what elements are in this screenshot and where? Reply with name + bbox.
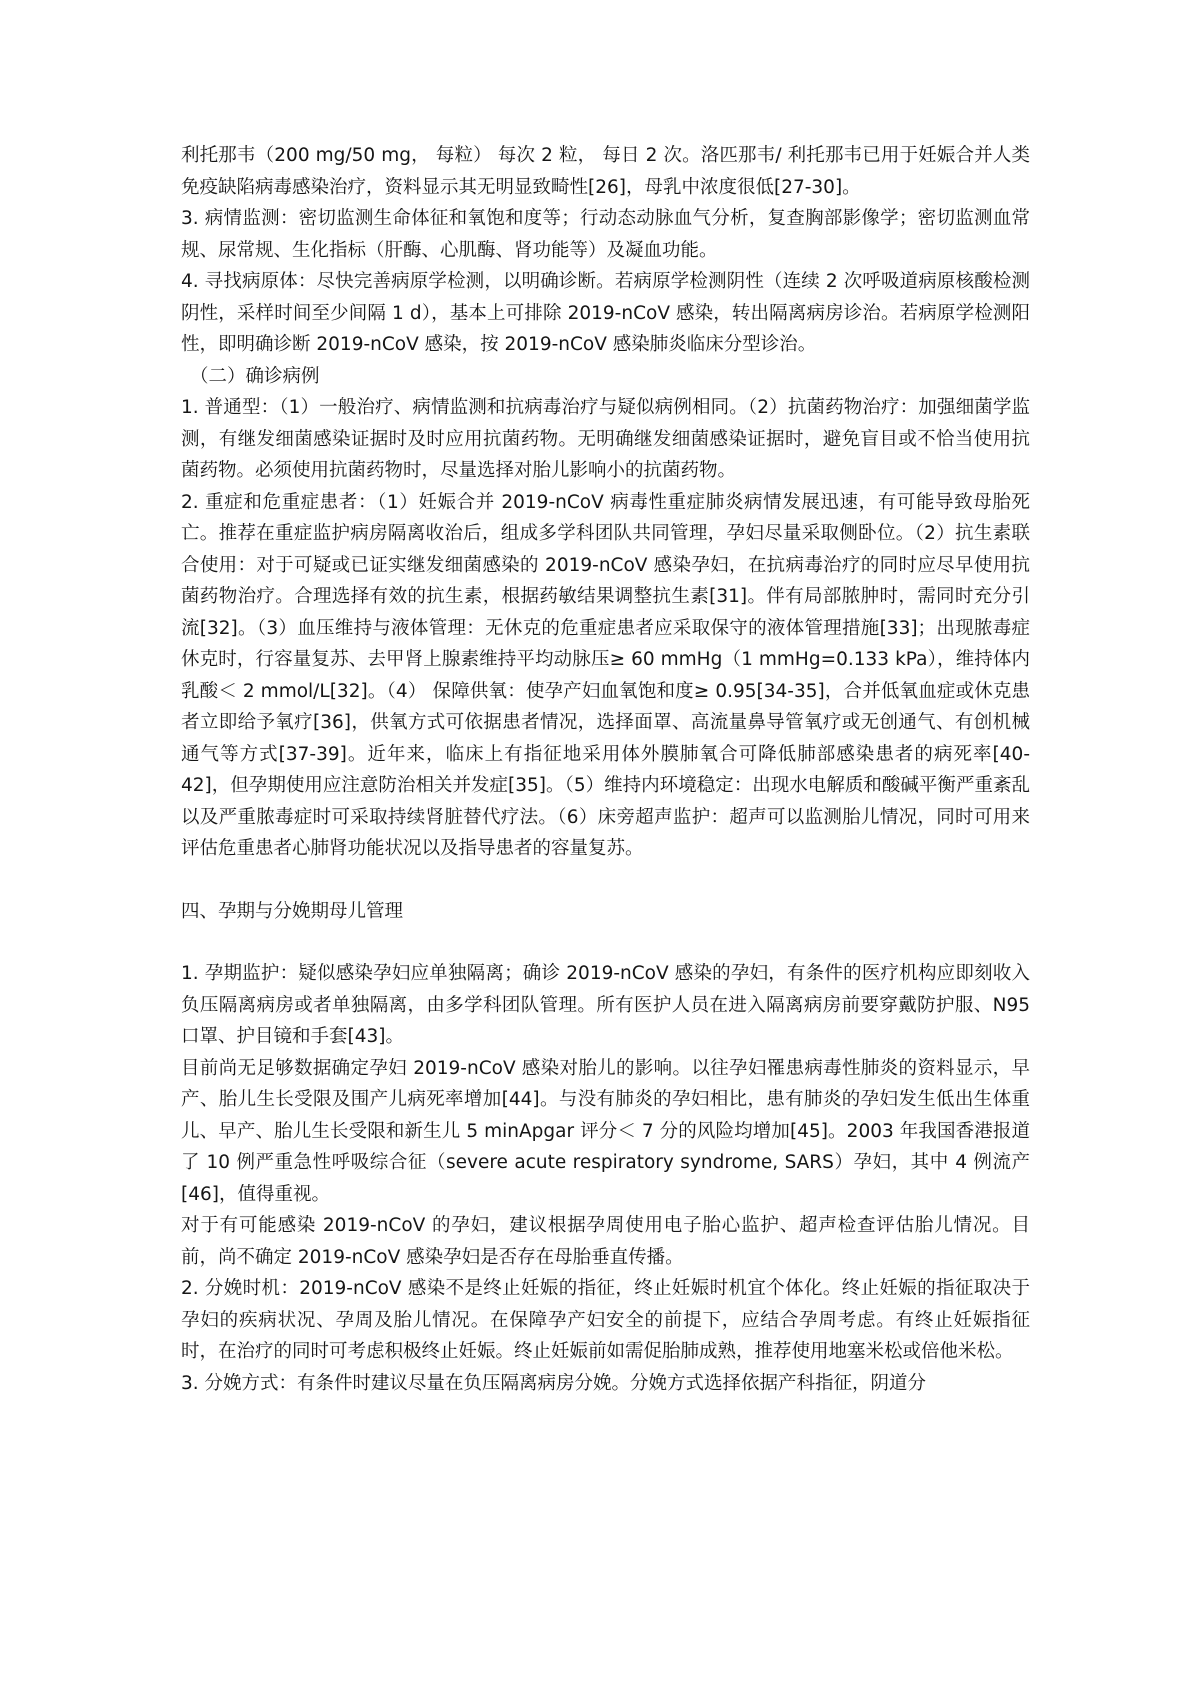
paragraph-delivery-timing: 2. 分娩时机：2019-nCoV 感染不是终止妊娠的指征，终止妊娠时机宜个体化。终止妊娠的指征取决于孕妇的疾病状况、孕周及胎儿情况。在保障孕产妇安全的前提下，应结合孕周考虑。有终止妊娠指征时，在治疗的同时可考虑积极终止妊娠。终止妊娠前如需促胎肺成熟，推荐使用地塞米松或倍他米松。 (181, 1278, 1030, 1362)
paragraph-delivery-mode: 3. 分娩方式：有条件时建议尽量在负压隔离病房分娩。分娩方式选择依据产科指征，阴道分 (181, 1372, 927, 1394)
section-title: 四、孕期与分娩期母儿管理 (181, 900, 404, 922)
subheading-confirmed-cases: （二）确诊病例 (190, 365, 320, 387)
paragraph-fetal-impact: 目前尚无足够数据确定孕妇 2019-nCoV 感染对胎儿的影响。以往孕妇罹患病毒性肺炎的资料显示，早产、胎儿生长受限及围产儿病死率增加[44]。与没有肺炎的孕妇相比，患有肺炎的孕妇发生低出生体重儿、早产、胎儿生长受限和新生儿 5 minApgar 评分＜ 7 分的风险均增加[45]。2003 年我国香港报道了 10 例严重急性呼吸综合征（severe acute respiratory syndrome, SARS）孕妇，其中 4 例流产[46]，值得重视。 (181, 1057, 1030, 1205)
paragraph-severe-cases: 2. 重症和危重症患者：（1）妊娠合并 2019-nCoV 病毒性重症肺炎病情发展迅速，有可能导致母胎死亡。推荐在重症监护病房隔离收治后，组成多学科团队共同管理，孕妇尽量采取侧卧位。（2）抗生素联合使用：对于可疑或已证实继发细菌感染的 2019-nCoV 感染孕妇，在抗病毒治疗的同时应尽早使用抗菌药物治疗。合理选择有效的抗生素，根据药敏结果调整抗生素[31]。伴有局部脓肿时，需同时充分引流[32]。（3）血压维持与液体管理：无休克的危重症患者应采取保守的液体管理措施[33]；出现脓毒症休克时，行容量复苏、去甲肾上腺素维持平均动脉压≥ 60 mmHg（1 mmHg=0.133 kPa），维持体内乳酸＜ 2 mmol/L[32]。（4） 保障供氧：使孕产妇血氧饱和度≥ 0.95[34-35]，合并低氧血症或休克患者立即给予氧疗[36]，供氧方式可依据患者情况，选择面罩、高流量鼻导管氧疗或无创通气、有创机械通气等方式[37-39]。近年来，临床上有指征地采用体外膜肺氧合可降低肺部感染患者的病死率[40-42]，但孕期使用应注意防治相关并发症[35]。（5）维持内环境稳定：出现水电解质和酸碱平衡严重紊乱以及严重脓毒症时可采取持续肾脏替代疗法。（6）床旁超声监护：超声可以监测胎儿情况，同时可用来评估危重患者心肺肾功能状况以及指导患者的容量复苏。 (181, 491, 1030, 859)
paragraph-pathogen-search: 4. 寻找病原体：尽快完善病原学检测，以明确诊断。若病原学检测阴性（连续 2 次呼吸道病原核酸检测阴性，采样时间至少间隔 1 d），基本上可排除 2019-nCoV 感染，转出隔离病房诊治。若病原学检测阳性，即明确诊断 2019-nCoV 感染，按 2019-nCoV 感染肺炎临床分型诊治。 (181, 271, 1030, 355)
paragraph-condition-monitoring: 3. 病情监测：密切监测生命体征和氧饱和度等；行动态动脉血气分析，复查胸部影像学；密切监测血常规、尿常规、生化指标（肝酶、心肌酶、肾功能等）及凝血功能。 (181, 208, 1030, 261)
paragraph-lopinavir: 利托那韦（200 mg/50 mg， 每粒） 每次 2 粒， 每日 2 次。洛匹那韦/ 利托那韦已用于妊娠合并人类免疫缺陷病毒感染治疗，资料显示其无明显致畸性[26]，母乳中浓度很低[27-30]。 (181, 145, 1030, 198)
paragraph-common-type: 1. 普通型：（1）一般治疗、病情监测和抗病毒治疗与疑似病例相同。（2）抗菌药物治疗：加强细菌学监测，有继发细菌感染证据时及时应用抗菌药物。无明确继发细菌感染证据时，避免盲目或不恰当使用抗菌药物。必须使用抗菌药物时，尽量选择对胎儿影响小的抗菌药物。 (181, 397, 1030, 481)
paragraph-pregnancy-monitoring: 1. 孕期监护：疑似感染孕妇应单独隔离；确诊 2019-nCoV 感染的孕妇，有条件的医疗机构应即刻收入负压隔离病房或者单独隔离，由多学科团队管理。所有医护人员在进入隔离病房前要穿戴防护服、N95 口罩、护目镜和手套[43]。 (181, 963, 1030, 1047)
paragraph-vertical-transmission: 对于有可能感染 2019-nCoV 的孕妇，建议根据孕周使用电子胎心监护、超声检查评估胎儿情况。目前，尚不确定 2019-nCoV 感染孕妇是否存在母胎垂直传播。 (181, 1215, 1030, 1268)
